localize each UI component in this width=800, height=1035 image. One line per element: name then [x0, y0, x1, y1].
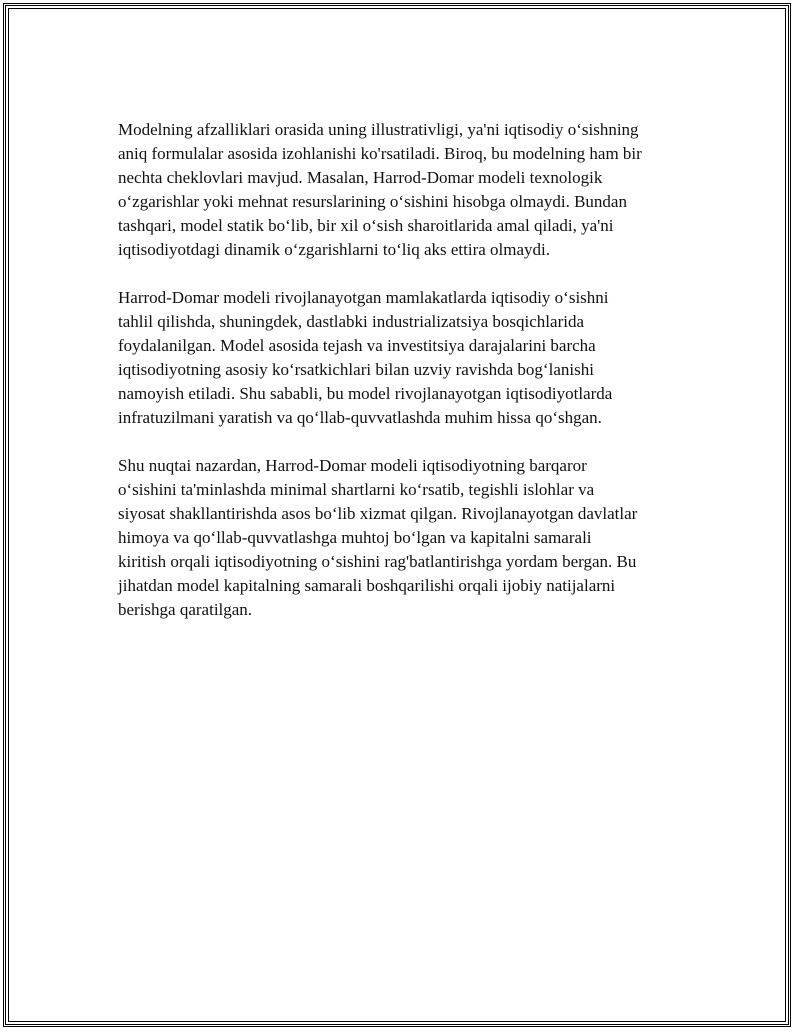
- paragraph-1: Modelning afzalliklari orasida uning illustrativligi, ya'ni iqtisodiy o‘sishning aniq formulalar asosida izohlanishi ko'rsatiladi. Biroq, bu modelning ham bir nechta cheklovlari mavjud. Masalan, Harrod-Domar modeli texnologik o‘zgarishlar yoki mehnat resurslarining o‘sishini hisobga olmaydi. Bundan tashqari, model statik bo‘lib, bir xil o‘sish sharoitlarida amal qiladi, ya'ni iqtisodiyotdagi dinamik o‘zgarishlarni to‘liq aks ettira olmaydi.: [118, 120, 642, 259]
- document-body: [118, 118, 688, 646]
- paragraph-3: Shu nuqtai nazardan, Harrod-Domar modeli iqtisodiyotning barqaror o‘sishini ta'minlashda minimal shartlarni ko‘rsatib, tegishli islohlar va siyosat shakllantirishda asos bo‘lib xizmat qilgan. Rivojlanayotgan davlatlar himoya va qo‘llab-quvvatlashga muhtoj bo‘lgan va kapitalni samarali kiritish orqali iqtisodiyotning o‘sishini rag'batlantirishga yordam bergan. Bu jihatdan model kapitalning samarali boshqarilishi orqali ijobiy natijalarni berishga qaratilgan.: [118, 456, 638, 619]
- paragraph-2: Harrod-Domar modeli rivojlanayotgan mamlakatlarda iqtisodiy o‘sishni tahlil qilishda, shuningdek, dastlabki industrializatsiya bosqichlarida foydalanilgan. Model asosida tejash va investitsiya darajalarini barcha iqtisodiyotning asosiy ko‘rsatkichlari bilan uzviy ravishda bog‘lanishi namoyish etiladi. Shu sababli, bu model rivojlanayotgan iqtisodiyotlarda infratuzilmani yaratish va qo‘llab-quvvatlashda muhim hissa qo‘shgan.: [118, 288, 613, 427]
